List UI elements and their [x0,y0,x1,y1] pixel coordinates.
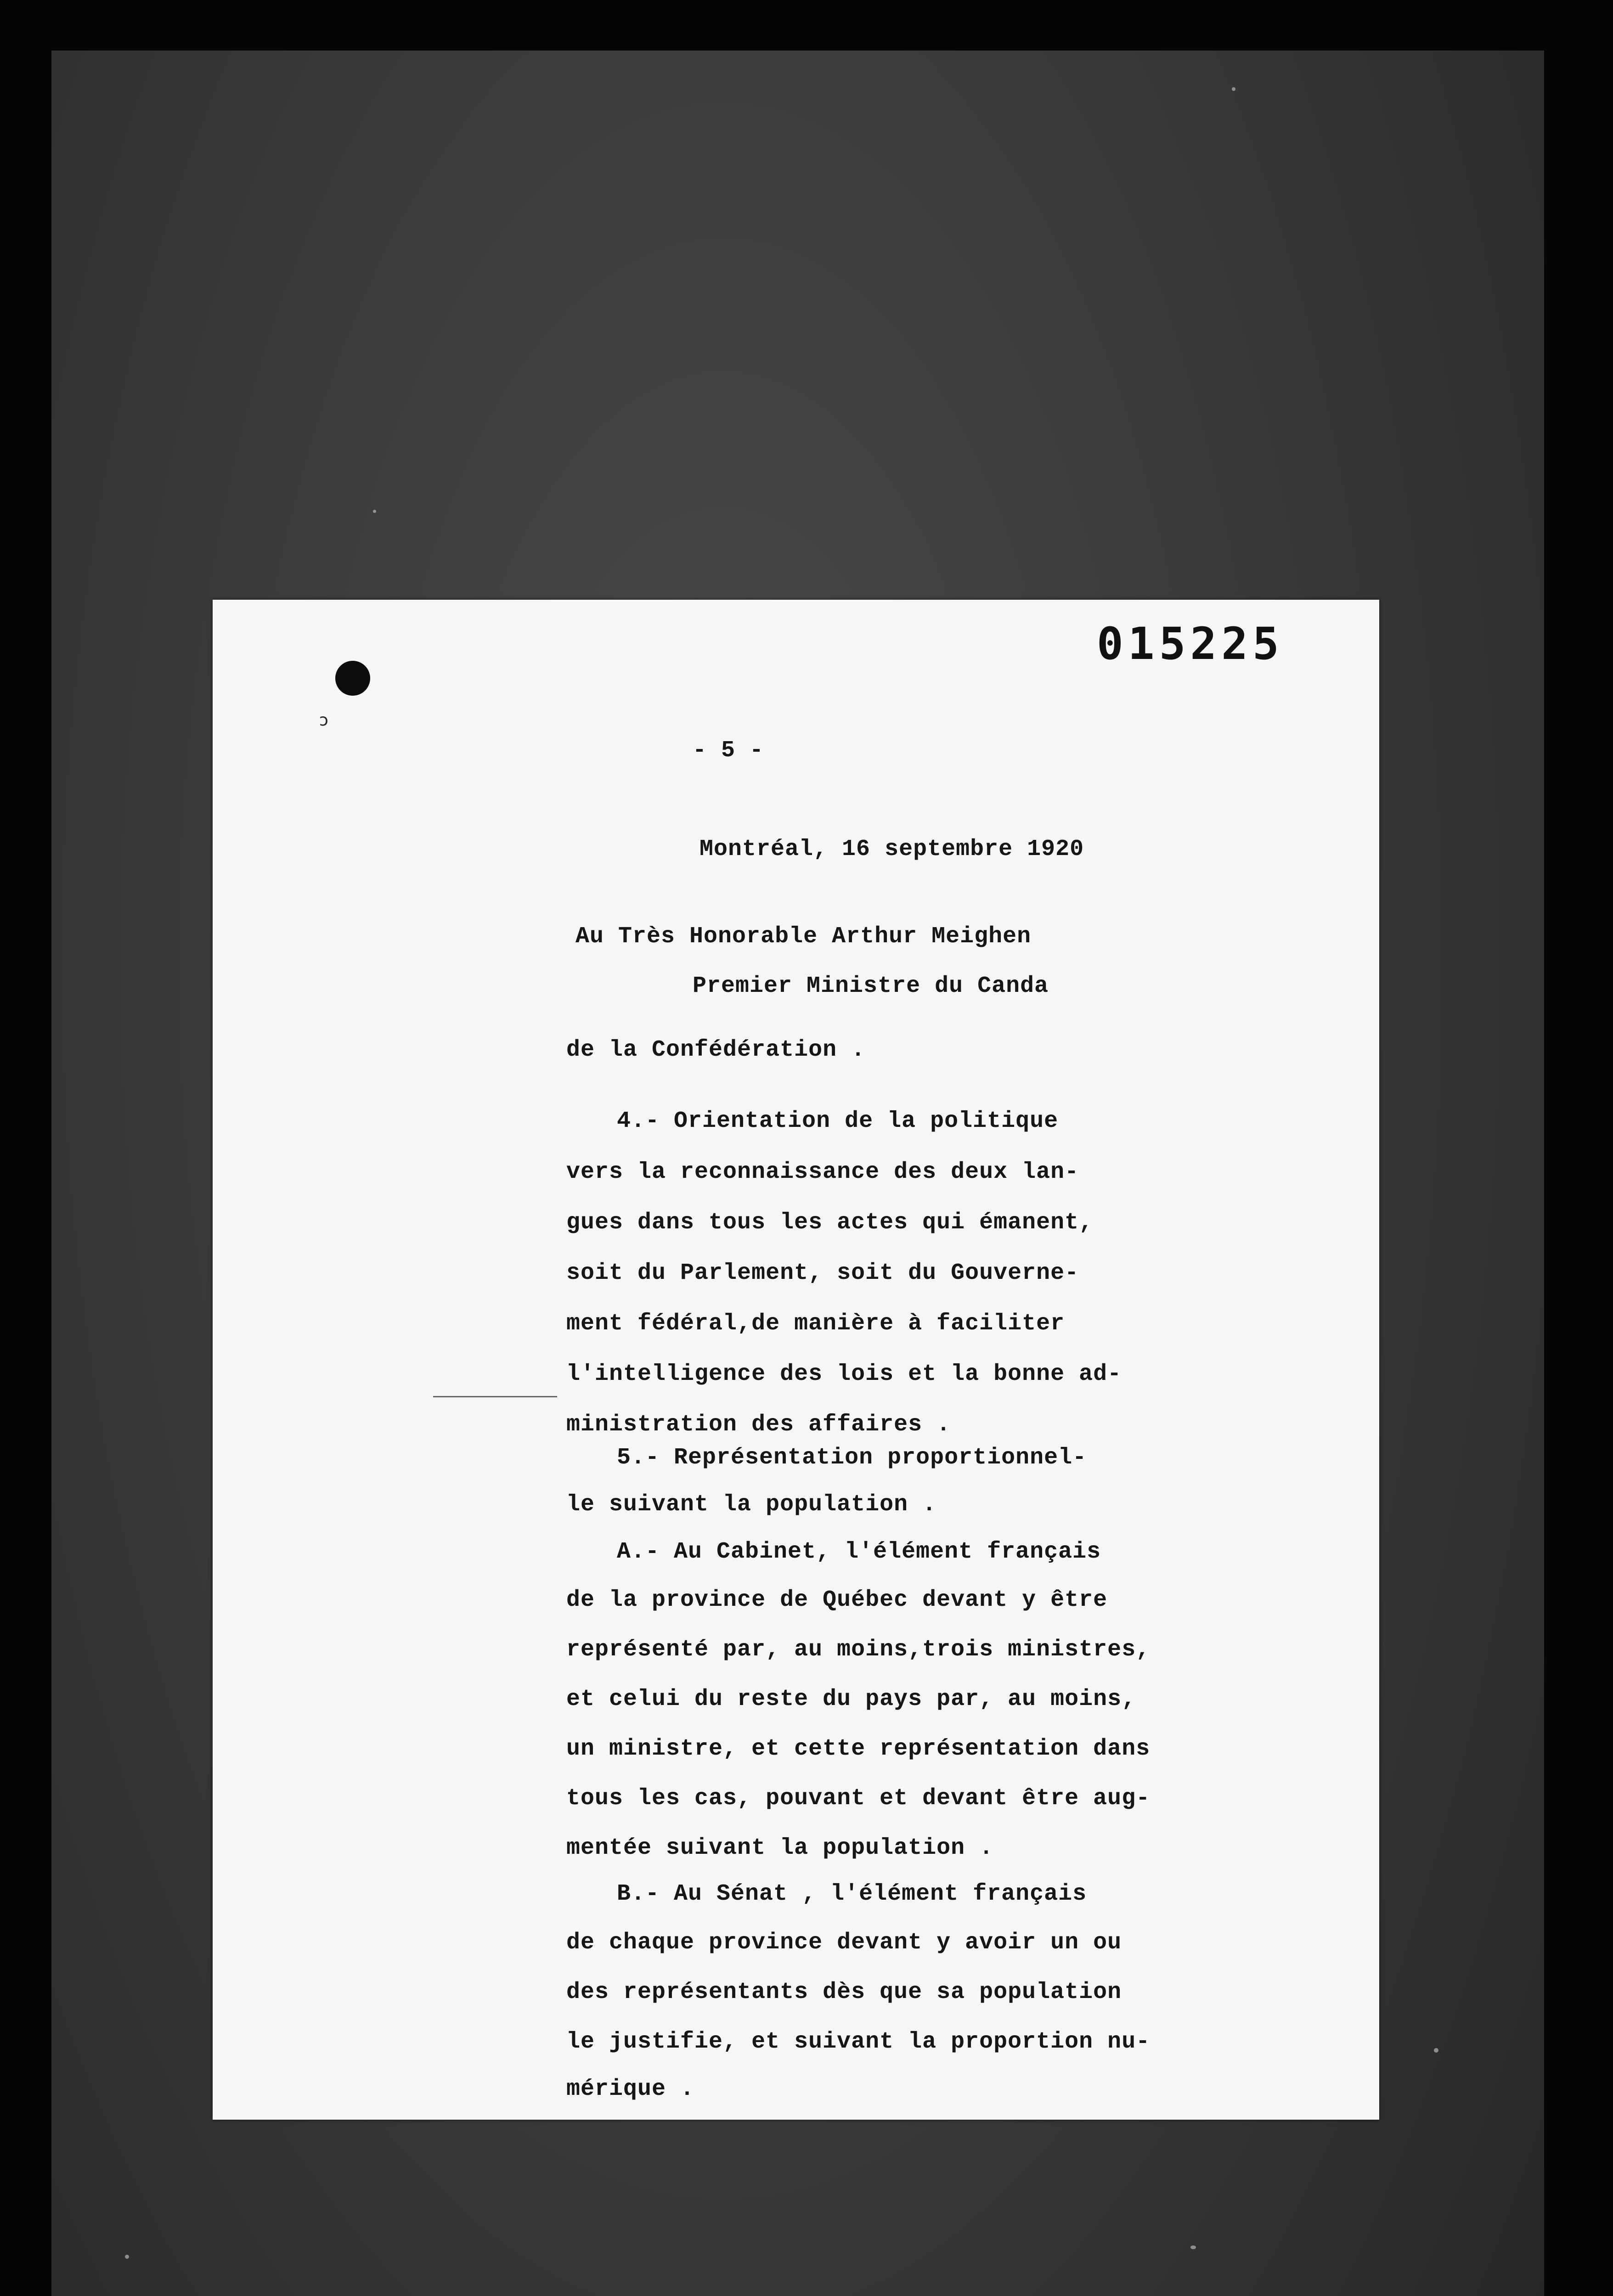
body-line: 4.- Orientation de la politique [617,1108,1059,1134]
date-line: Montréal, 16 septembre 1920 [699,836,1084,862]
body-line: un ministre, et cette représentation dans [566,1736,1151,1762]
dust-speck [1434,2048,1438,2053]
dust-speck [1190,2245,1196,2249]
addressee-line: Premier Ministre du Canda [693,973,1049,999]
body-line: 5.- Représentation proportionnel- [617,1445,1087,1471]
typed-letter-page [213,600,1379,2120]
body-line: des représentants dès que sa population [566,1979,1122,2005]
body-line: de chaque province devant y avoir un ou [566,1930,1122,1956]
body-line: l'intelligence des lois et la bonne ad- [566,1361,1122,1387]
document-number: 015225 [1097,618,1284,670]
body-line: soit du Parlement, soit du Gouverne- [566,1260,1079,1286]
pencil-mark-icon: ↄ [319,711,328,730]
body-line: ministration des affaires . [566,1412,951,1438]
body-line: B.- Au Sénat , l'élément français [617,1881,1087,1907]
body-line: représenté par, au moins,trois ministres, [566,1637,1151,1663]
body-line: de la province de Québec devant y être [566,1587,1108,1613]
body-line: mérique . [566,2076,695,2102]
body-line: tous les cas, pouvant et devant être aug- [566,1785,1151,1812]
body-line: ment fédéral,de manière à faciliter [566,1311,1065,1337]
body-line: vers la reconnaissance des deux lan- [566,1159,1079,1185]
dust-speck [125,2255,129,2259]
punch-hole [335,661,370,696]
body-line: A.- Au Cabinet, l'élément français [617,1539,1101,1565]
page-number: - 5 - [693,737,764,764]
margin-pencil-line [433,1396,557,1397]
dust-speck [373,510,376,513]
body-line: et celui du reste du pays par, au moins, [566,1686,1136,1712]
body-line: gues dans tous les actes qui émanent, [566,1210,1094,1236]
addressee-line: de la Confédération . [566,1037,866,1063]
body-line: mentée suivant la population . [566,1835,994,1861]
addressee-line: Au Très Honorable Arthur Meighen [575,923,1032,950]
dust-speck [1232,87,1235,91]
body-line: le suivant la population . [566,1491,937,1518]
body-line: le justifie, et suivant la proportion nu- [566,2029,1151,2055]
